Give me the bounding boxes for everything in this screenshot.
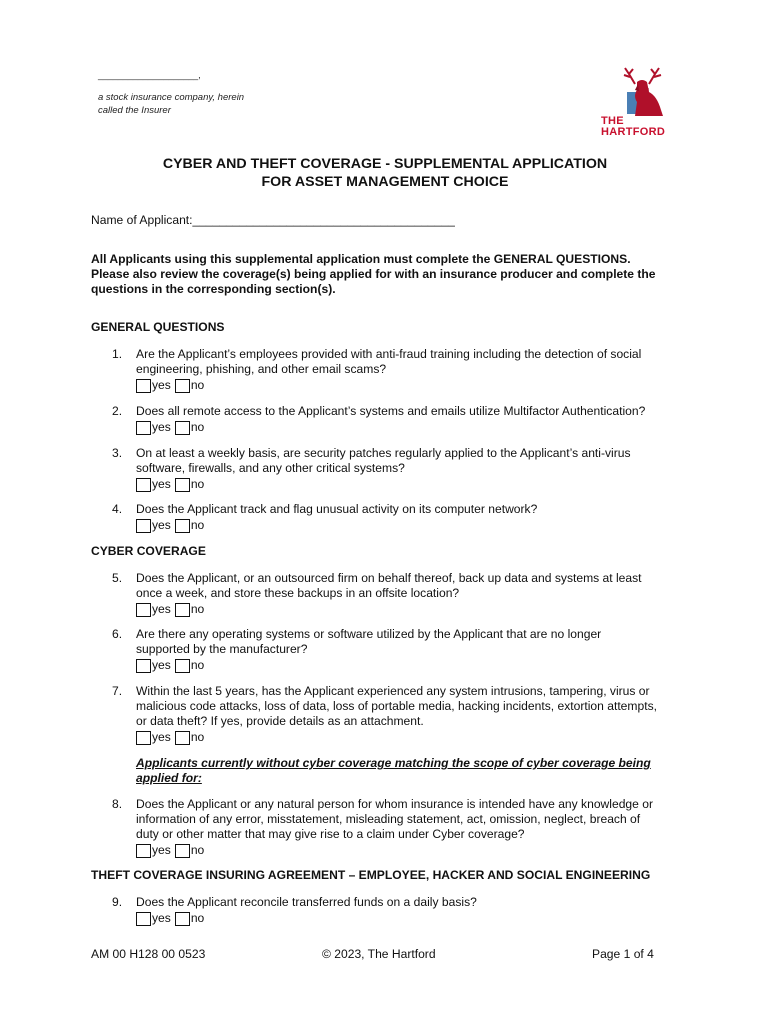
yes-checkbox[interactable]	[136, 519, 151, 533]
question-text-line: duty or other matter that may give rise to a claim under Cyber coverage?	[136, 827, 525, 841]
question-number: 5.	[112, 571, 123, 585]
yes-checkbox[interactable]	[136, 379, 151, 393]
insurer-description	[98, 91, 244, 117]
form-number: AM 00 H128 00 0523	[91, 947, 206, 961]
section-theft-coverage: THEFT COVERAGE INSURING AGREEMENT – EMPLOYEE, HACKER AND SOCIAL ENGINEERING	[91, 868, 651, 882]
yes-label: yes	[152, 911, 171, 925]
question-text-line: On at least a weekly basis, are security patches regularly applied to the Applicant’s anti-virus	[136, 446, 631, 460]
copyright: © 2023, The Hartford	[322, 947, 436, 961]
yes-label: yes	[152, 378, 171, 392]
question-text-line: Does the Applicant reconcile transferred funds on a daily basis?	[136, 895, 477, 909]
question-text-line: supported by the manufacturer?	[136, 642, 308, 656]
instructions-line: All Applicants using this supplemental application must complete the GENERAL QUESTIONS.	[91, 252, 631, 266]
question-text-line: information of any error, misstatement, misleading statement, act, omission, neglect, breach of	[136, 812, 641, 826]
page-number: Page 1 of 4	[592, 947, 654, 961]
no-checkbox[interactable]	[175, 912, 190, 926]
yes-checkbox[interactable]	[136, 659, 151, 673]
question-5	[112, 571, 687, 617]
no-checkbox[interactable]	[175, 421, 190, 435]
question-7	[112, 684, 687, 745]
yes-no-choice	[136, 602, 687, 617]
question-text-line: Are the Applicant’s employees provided with anti-fraud training including the detection of social	[136, 347, 642, 361]
question-number: 7.	[112, 684, 123, 698]
yes-no-choice	[136, 658, 687, 673]
question-2	[112, 404, 687, 435]
yes-label: yes	[152, 602, 171, 616]
no-checkbox[interactable]	[175, 603, 190, 617]
yes-no-choice	[136, 518, 687, 533]
page-title	[0, 155, 770, 191]
no-label: no	[190, 843, 205, 857]
yes-checkbox[interactable]	[136, 603, 151, 617]
yes-label: yes	[152, 420, 171, 434]
question-6	[112, 627, 687, 673]
no-checkbox[interactable]	[175, 379, 190, 393]
question-text-line: Does the Applicant or any natural person for whom insurance is intended have any knowledge or	[136, 797, 653, 811]
question-text-line: Are there any operating systems or software utilized by the Applicant that are no longer	[136, 627, 602, 641]
no-label: no	[190, 420, 205, 434]
no-checkbox[interactable]	[175, 659, 190, 673]
yes-no-choice	[136, 420, 687, 435]
title-line: FOR ASSET MANAGEMENT CHOICE	[261, 174, 509, 190]
instructions	[91, 252, 691, 297]
question-text-line: Does the Applicant track and flag unusual activity on its computer network?	[136, 502, 538, 516]
question-4	[112, 502, 687, 533]
question-text-line: Within the last 5 years, has the Applicant experienced any system intrusions, tampering, virus or	[136, 684, 650, 698]
yes-label: yes	[152, 730, 171, 744]
yes-no-choice	[136, 730, 687, 745]
insurer-description-line: called the Insurer	[98, 105, 171, 116]
question-number: 6.	[112, 627, 123, 641]
question-number: 2.	[112, 404, 123, 418]
yes-no-choice	[136, 911, 687, 926]
yes-no-choice	[136, 477, 687, 492]
question-3	[112, 446, 687, 492]
question-number: 3.	[112, 446, 123, 460]
question-8	[112, 797, 687, 858]
applicant-name-label: Name of Applicant:	[91, 213, 193, 227]
question-text-line: Does all remote access to the Applicant’s systems and emails utilize Multifactor Authentication?	[136, 404, 646, 418]
no-label: no	[190, 730, 205, 744]
question-text-line: once a week, and store these backups in an offsite location?	[136, 586, 460, 600]
section-cyber-coverage: CYBER COVERAGE	[91, 544, 206, 558]
yes-label: yes	[152, 518, 171, 532]
applicant-name-blank[interactable]: _______________________________________	[192, 213, 455, 227]
applicant-name-field[interactable]	[91, 213, 455, 228]
question-text-line: engineering, phishing, and other email scams?	[136, 362, 387, 376]
yes-label: yes	[152, 477, 171, 491]
logo-line-the: THE	[601, 115, 624, 127]
yes-checkbox[interactable]	[136, 478, 151, 492]
question-number: 9.	[112, 895, 123, 909]
title-line: CYBER AND THEFT COVERAGE - SUPPLEMENTAL APPLICATION	[162, 156, 608, 172]
no-label: no	[190, 602, 205, 616]
question-text-line: malicious code attacks, loss of data, loss of portable media, hacking incidents, extortion attempts,	[136, 699, 657, 713]
yes-checkbox[interactable]	[136, 912, 151, 926]
question-number: 4.	[112, 502, 123, 516]
yes-checkbox[interactable]	[136, 731, 151, 745]
insurer-name-blank: ____________________,	[98, 70, 201, 80]
insurer-description-line: a stock insurance company, herein	[98, 92, 245, 103]
no-label: no	[190, 477, 205, 491]
logo-line-hartford: HARTFORD	[601, 126, 666, 138]
yes-label: yes	[152, 658, 171, 672]
yes-no-choice	[136, 843, 687, 858]
question-text-line: or data theft? If yes, provide details as an attachment.	[136, 714, 424, 728]
yes-checkbox[interactable]	[136, 844, 151, 858]
question-1	[112, 347, 687, 393]
hartford-logo	[597, 66, 675, 140]
no-label: no	[190, 518, 205, 532]
instructions-line: questions in the corresponding section(s).	[91, 282, 336, 296]
question-number: 1.	[112, 347, 123, 361]
yes-label: yes	[152, 843, 171, 857]
no-checkbox[interactable]	[175, 731, 190, 745]
no-label: no	[190, 378, 205, 392]
yes-no-choice	[136, 378, 687, 393]
question-number: 8.	[112, 797, 123, 811]
no-label: no	[190, 658, 205, 672]
no-checkbox[interactable]	[175, 478, 190, 492]
cyber-notice	[136, 756, 696, 786]
notice-line: applied for:	[136, 771, 202, 785]
question-text-line: software, firewalls, and any other critical systems?	[136, 461, 405, 475]
question-text-line: Does the Applicant, or an outsourced firm on behalf thereof, back up data and systems at least	[136, 571, 642, 585]
instructions-line: Please also review the coverage(s) being applied for with an insurance producer and complete the	[91, 267, 656, 281]
no-checkbox[interactable]	[175, 519, 190, 533]
no-checkbox[interactable]	[175, 844, 190, 858]
notice-line: Applicants currently without cyber coverage matching the scope of cyber coverage being	[136, 756, 651, 770]
no-label: no	[190, 911, 205, 925]
stag-icon	[597, 66, 675, 116]
section-general-questions: GENERAL QUESTIONS	[91, 320, 225, 334]
question-9	[112, 895, 687, 926]
yes-checkbox[interactable]	[136, 421, 151, 435]
